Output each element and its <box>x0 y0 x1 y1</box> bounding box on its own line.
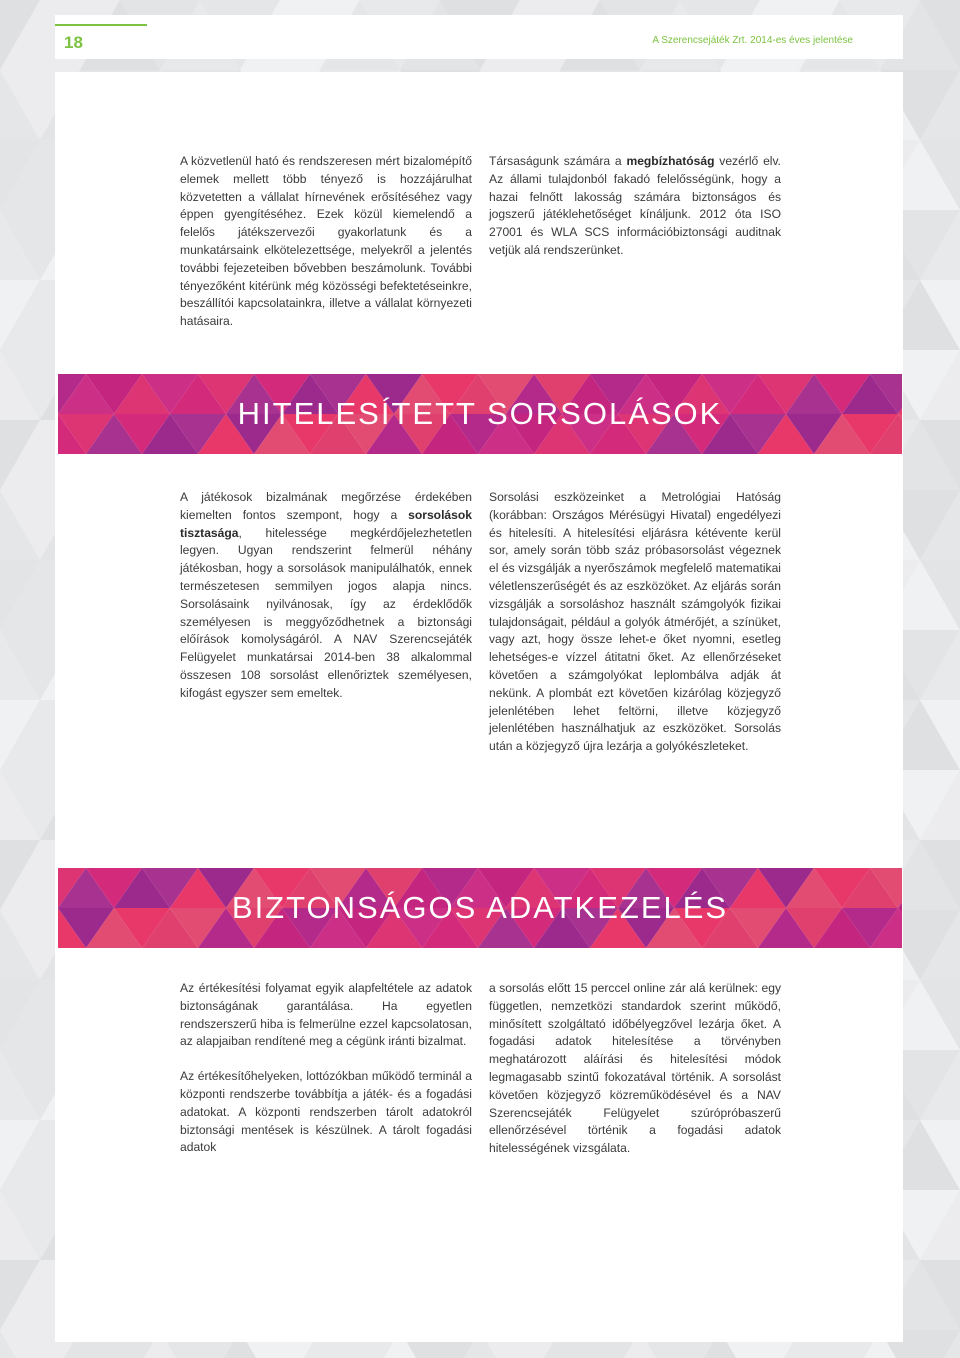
section-banner-secure-data <box>58 868 902 948</box>
draw-integrity-emphasis: sorsolások tisztasága <box>180 507 472 540</box>
section-title-certified-draws: HITELESÍTETT SORSOLÁSOK <box>237 396 723 431</box>
intro-right-text: Társaságunk számára a megbízhatóság vezérlő elv. Az állami tulajdonból fakadó felelősségünk, hogy a hazai felnőtt lakosság számára biztonságos és jogszerű játéklehetőséget kínáljunk. 2012 óta ISO 27001 és WLA SCS információbiztonsági auditnak vetjük alá rendszerünket. <box>489 154 781 257</box>
section-title-secure-data: BIZTONSÁGOS ADATKEZELÉS <box>231 890 729 925</box>
section2-left-text-2: Az értékesítőhelyeken, lottózókban működő terminál a központi rendszerbe továbbítja a játék- és a fogadási adatokat. A központi rendszerben tárolt adatokról biztonsági mentések is készülnek. A tárolt fogadási adatok <box>180 1069 472 1155</box>
header-accent-rule <box>55 24 147 26</box>
section2-left-text-1: Az értékesítési folyamat egyik alapfeltétele az adatok biztonságának garantálása. Ha egyetlen rendszerszerű hiba is felmerülne ezzel kapcsolatosan, az alapjaiban rendítené meg a cégünk iránti bizalmat. <box>180 981 472 1049</box>
reliability-emphasis: megbízhatóság <box>626 154 715 168</box>
section2-right-text: a sorsolás előtt 15 perccel online zár alá kerülnek: egy független, nemzetközi standardok szerint működő, minősített szolgáltató időbélyegzővel lezárja őket. A fogadási adatok hitelesítése a törvényben meghatározott aláírási és hitelesítési módok legmagasabb szintű fokozatával történik. A sorsolást követően közjegyző közreműködésével és a NAV Szerencsejáték Felügyelet szúrópróbaszerű ellenőrzésével történik a fogadási adatok hitelességének vizsgálata. <box>489 981 781 1156</box>
intro-right-column <box>489 153 781 260</box>
section2-right-column <box>489 980 781 1158</box>
intro-left-text: A közvetlenül ható és rendszeresen mért bizalomépítő elemek mellett több tényező is hozzájárulhat közvetetten a vállalat hírnevének erősítéséhez vagy éppen gyengítéséhez. Ezek közül kiemelendő a felelős játékszervezői gyakorlatunk és a munkatársaink elkötelezettsége, melyekről a jelentés további fejezeteiben bővebben beszámolunk. További tényezőként kitérünk még közösségi befektetéseinkre, beszállítói kapcsolatainkra, illetve a vállalat környezeti hatásaira. <box>180 154 472 329</box>
section1-left-column <box>180 489 472 703</box>
section-banner-certified-draws <box>58 374 902 454</box>
section1-right-column <box>489 489 781 756</box>
section2-left-column <box>180 980 472 1157</box>
section1-right-text: Sorsolási eszközeinket a Metrológiai Hatóság (korábban: Országos Mérésügyi Hivatal) engedélyezi és hitelesíti. A hitelesítési eljárásra kétévente kerül sor, amely során több száz próbasorsolást végeznek el és vizsgálják a nyerőszámok megfelelő matematikai véletlenszerűségét és az eszközöket. Az eljárás során vizsgálják a sorsoláshoz használt számgolyók fizikai tulajdonságait, például a golyók átmérőjét, a színüket, vagy azt, hogy össze lehet-e őket nyomni, esetleg lehetséges-e vízzel átitatni őket. Az ellenőrzéseket követően a számgolyókat leplombálva adják át nekünk. A plombát ezt követően kizárólag közjegyző jelenlétében lehet feltörni, illetve közjegyző jelenlétében használhatjuk az eszközöket. Sorsolás után a közjegyző újra lezárja a golyókészleteket. <box>489 490 781 754</box>
section1-left-text: A játékosok bizalmának megőrzése érdekében kiemelten fontos szempont, hogy a sorsolások tisztasága, hitelessége megkérdőjelezhetetlen legyen. Ugyan rendszerint felmerül néhány játékosban, hogy a sorsolások manipulálhatók, ennek természetesen semmilyen jogos alapja nincs. Sorsolásaink nyilvánosak, így az érdeklődők személyesen is meggyőződhetnek a biztonsági előírások komolyságáról. A NAV Szerencsejáték Felügyelet munkatársai 2014-ben 38 alkalommal összesen 108 sorsolást ellenőriztek személyesen, kifogást egyszer sem emeltek. <box>180 490 472 700</box>
page-number: 18 <box>64 33 83 52</box>
page-header <box>55 15 903 59</box>
intro-left-column <box>180 153 472 331</box>
report-title: A Szerencsejáték Zrt. 2014-es éves jelentése <box>652 35 853 46</box>
